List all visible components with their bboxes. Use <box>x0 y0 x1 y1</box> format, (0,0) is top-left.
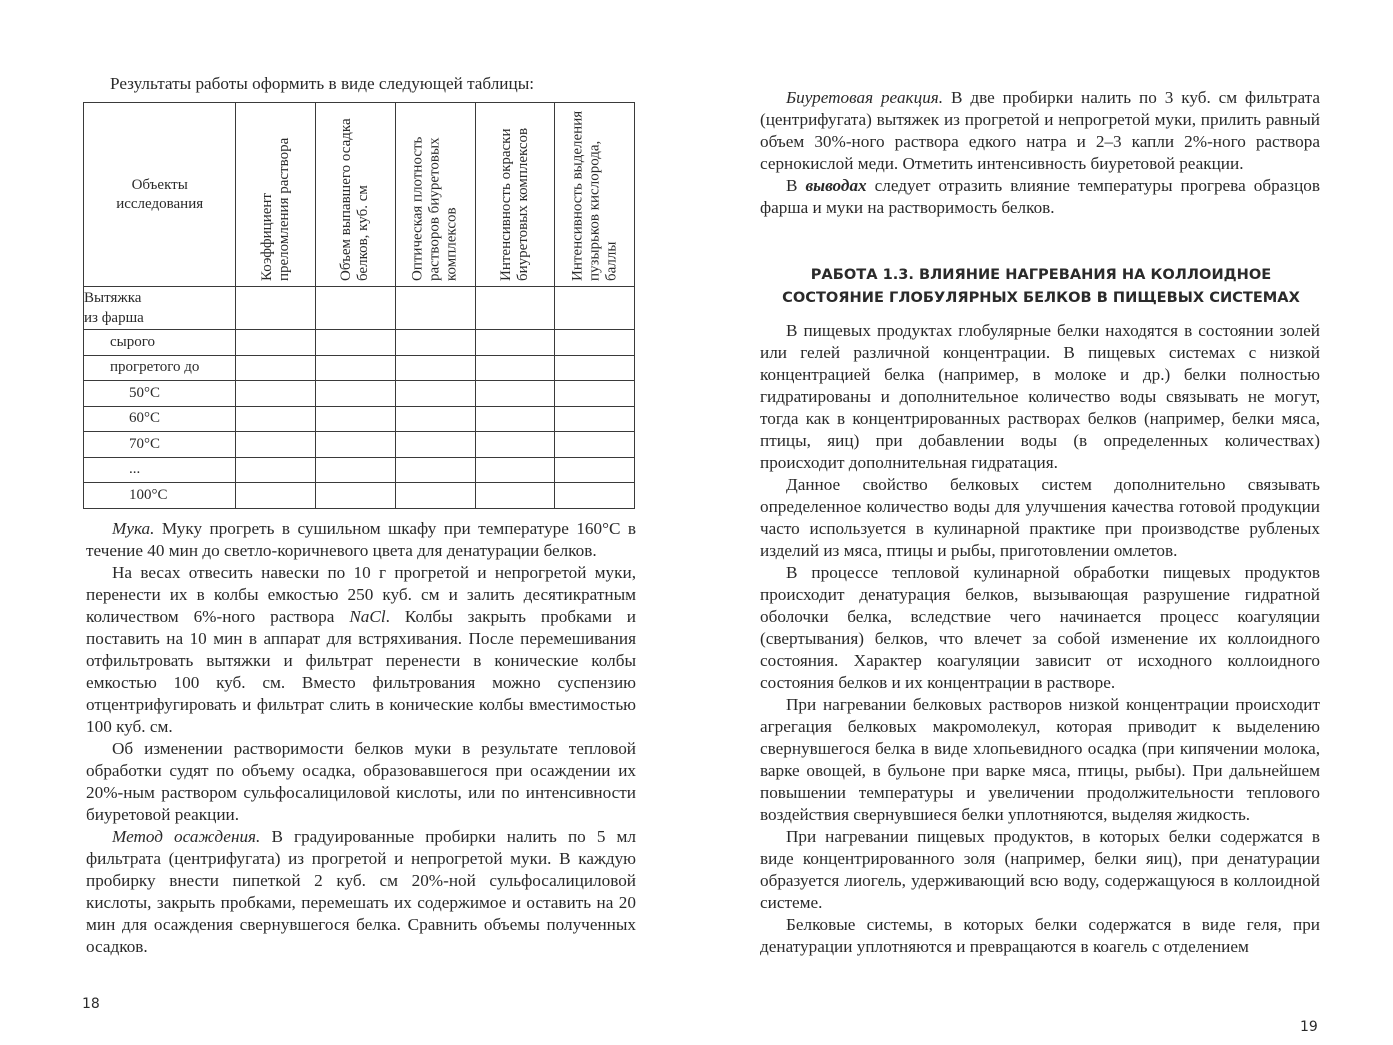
left-body-text <box>86 518 636 958</box>
header-optical-density: Оптическая плотность растворов биуретовых комплексов <box>395 103 475 287</box>
paragraph: Метод осаждения. В градуированные пробирки налить по 5 мл фильтрата (центрифугата) из прогретой и непрогретой муки. В каждую пробирку внести пипеткой 2 куб. см 20%-ной сульфосалициловой кислоты, закрыть пробками, перемешать их содержимое и оставить на 20 мин для осаждения свернувшегося белка. Сравнить объемы полученных осадков. <box>86 827 637 956</box>
right-top-text <box>760 87 1320 219</box>
row-label: сырого <box>84 330 236 356</box>
row-label: ... <box>84 457 236 483</box>
table-header-row <box>84 103 635 287</box>
row-label: 70°С <box>84 432 236 458</box>
paragraph: На весах отвесить навески по 10 г прогретой и непрогретой муки, перенести их в колбы емкостью 250 куб. см и залить десятикратным количеством 6%-ного раствора NaCl. Колбы закрыть пробками и поставить на 10 мин в аппарат для встряхивания. После перемешивания отфильтровать вытяжки и фильтрат перенести в конические колбы емкостью 100 куб. см. Вместо фильтрования можно суспензию отцентрифугировать и фильтрат слить в конические колбы вместимостью 100 куб. см. <box>86 563 636 736</box>
paragraph: В процессе тепловой кулинарной обработки пищевых продуктов происходит денатурация белков, вызывающая разрушение гидратной оболочки белка, вследствие чего начинается процесс коагуляции (свертывания) белков, что влечет за собой изменение их коллоидного состояния. Характер коагуляции зависит от исходного коллоидного состояния белков и их концентрации в растворе. <box>760 563 1320 692</box>
table-row <box>84 432 635 458</box>
paragraph: Белковые системы, в которых белки содержатся в виде геля, при денатурации уплотняются и превращаются в коагель с отделением <box>760 915 1320 956</box>
paragraph: Мука. Муку прогреть в сушильном шкафу при температуре 160°С в течение 40 мин до светло-коричневого цвета для денатурации белков. <box>86 519 636 560</box>
row-label: 100°С <box>84 483 236 509</box>
paragraph: В пищевых продуктах глобулярные белки находятся в состоянии золей или гелей различной концентрации. В пищевых системах с низкой концентрацией белка (например, в молоке и др.) белки полностью гидратированы и дополнительное количество воды связывать не могут, тогда как в концентрированных растворах белков (например, белки мяса, птицы, яиц) при добавлении воды (в определенных количествах) происходит дополнительная гидратация. <box>760 321 1320 472</box>
header-oxygen-intensity: Интенсивность выделения пузырьков кислорода, баллы <box>555 103 635 287</box>
left-page <box>0 0 696 1045</box>
header-sediment-volume: Объем выпавшего осадка белков, куб. см <box>316 103 396 287</box>
table-row <box>84 355 635 381</box>
section-heading: РАБОТА 1.3. ВЛИЯНИЕ НАГРЕВАНИЯ НА КОЛЛОИДНОЕ СОСТОЯНИЕ ГЛОБУЛЯРНЫХ БЕЛКОВ В ПИЩЕВЫХ СИСТЕМАХ <box>782 266 1300 306</box>
header-refraction: Коэффициент преломления раствора <box>236 103 316 287</box>
table-row <box>84 330 635 356</box>
header-color-intensity: Интенсивность окраски биуретовых комплексов <box>475 103 555 287</box>
paragraph: Биуретовая реакция. В две пробирки налить по 3 куб. см фильтрата (центрифугата) вытяжек из прогретой и непрогретой муки, прилить равный объем 30%-ного раствора едкого натра и 2–3 капли 2%-ного раствора сернокислой меди. Отметить интенсивность биуретовой реакции. <box>760 88 1320 173</box>
header-objects: Объекты исследования <box>84 103 236 287</box>
table-row <box>84 287 635 330</box>
table-intro: Результаты работы оформить в виде следующей таблицы: <box>110 74 535 93</box>
paragraph: При нагревании белковых растворов низкой концентрации происходит агрегация белковых макромолекул, которая приводит к выделению свернувшегося белка в виде хлопьевидного осадка (при кипячении молока, варке овощей, в бульоне при варке мяса, птицы, рыбы). При дальнейшем повышении температуры и увеличении продолжительности теплового воздействия свернувшиеся белки уплотняются, выделяя жидкость. <box>760 695 1320 824</box>
table-row <box>84 483 635 509</box>
table-row <box>84 457 635 483</box>
table-row <box>84 406 635 432</box>
page-number: 19 <box>1300 1019 1318 1035</box>
row-label: 50°С <box>84 381 236 407</box>
right-body-text <box>760 320 1320 958</box>
page-number: 18 <box>82 996 100 1012</box>
paragraph: При нагревании пищевых продуктов, в которых белки содержатся в виде концентрированного золя (например, белки яиц), при денатурации образуется лиогель, удерживающий всю воду, содержащуюся в коллоидной системе. <box>760 827 1320 912</box>
paragraph: В выводах следует отразить влияние температуры прогрева образцов фарша и муки на растворимость белков. <box>760 176 1320 217</box>
row-label: Вытяжка из фарша <box>84 287 236 330</box>
table-row <box>84 381 635 407</box>
right-page <box>696 0 1393 1045</box>
results-table <box>83 102 635 509</box>
row-label: прогретого до <box>84 355 236 381</box>
paragraph: Данное свойство белковых систем дополнительно связывать определенное количество воды для улучшения качества готовой продукции часто используется в кулинарной практике при производстве рубленых изделий из мяса, птицы и рыбы, приготовлении омлетов. <box>760 475 1320 560</box>
paragraph: Об изменении растворимости белков муки в результате тепловой обработки судят по объему осадка, образовавшегося при осаждении их 20%-ным раствором сульфосалициловой кислоты, или по интенсивности биуретовой реакции. <box>86 739 636 824</box>
row-label: 60°С <box>84 406 236 432</box>
